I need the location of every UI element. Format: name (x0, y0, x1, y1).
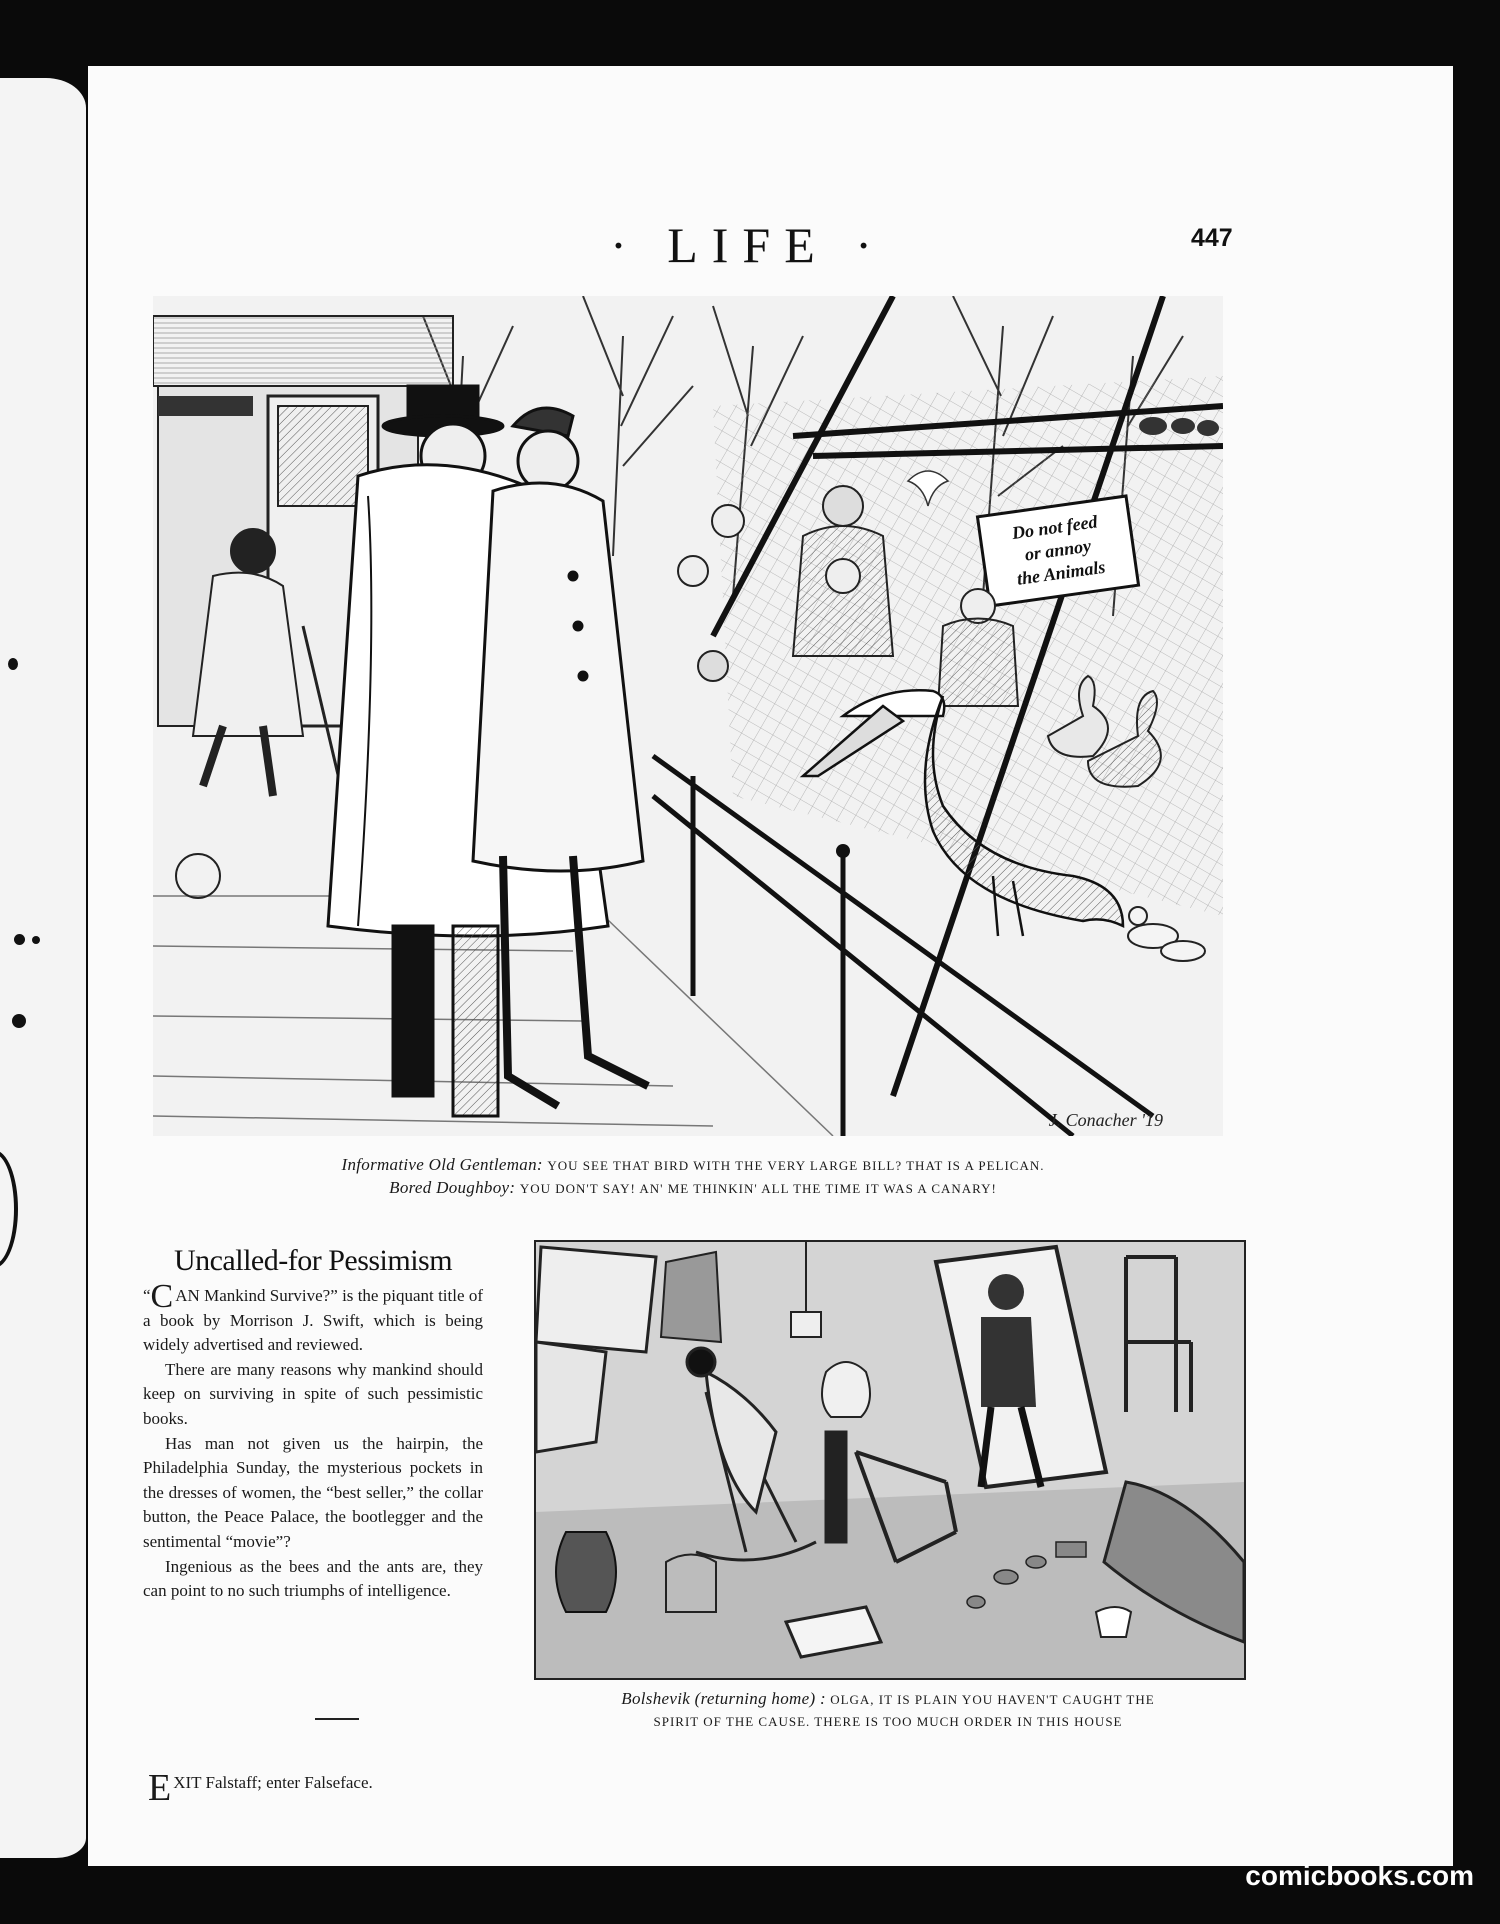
caption-speech-2: YOU DON'T SAY! AN' ME THINKIN' ALL THE TIME IT WAS A CANARY! (519, 1181, 997, 1196)
cage-sign-line-2: or annoy (1023, 535, 1093, 565)
ink-spot (8, 658, 18, 670)
magazine-page (88, 66, 1453, 1866)
magazine-title: · LIFE · (610, 217, 886, 273)
caption2-speech-2: SPIRIT OF THE CAUSE. THERE IS TOO MUCH ORDER IN THIS HOUSE (653, 1714, 1123, 1729)
caption-speaker-2: Bored Doughboy: (389, 1178, 516, 1197)
article-paragraph-3: Has man not given us the hairpin, the Philadelphia Sunday, the mysterious pockets in the dresses of women, the “best seller,” the collar button, the Peace Palace, the bootlegger and the sentimental “movie”? (143, 1433, 483, 1551)
bolshevik-cartoon (534, 1240, 1246, 1680)
caption-speech-1: YOU SEE THAT BIRD WITH THE VERY LARGE BILL? THAT IS A PELICAN. (547, 1158, 1045, 1173)
exit-drop-cap: E (148, 1767, 172, 1809)
exit-paragraph (148, 1766, 488, 1810)
article-paragraph-1 (143, 1278, 483, 1358)
caption2-speaker: Bolshevik (returning home) : (621, 1689, 826, 1708)
bolshevik-cartoon-caption (528, 1688, 1248, 1733)
bolshevik-cartoon-illustration (536, 1242, 1244, 1678)
caption2-line-1 (528, 1688, 1248, 1711)
opening-quote: “ (143, 1286, 151, 1305)
cage-sign-line-3: the Animals (1015, 556, 1107, 589)
caption2-speech-1: OLGA, IT IS PLAIN YOU HAVEN'T CAUGHT THE (830, 1692, 1155, 1707)
artist-signature: J. Conacher '19 (1048, 1110, 1163, 1130)
page-number: 447 (1191, 224, 1233, 252)
caption-speaker-1: Informative Old Gentleman: (341, 1155, 543, 1174)
article-body (143, 1278, 483, 1604)
pelican-cartoon-illustration (153, 296, 1223, 1136)
article-title: Uncalled-for Pessimism (173, 1244, 453, 1277)
ink-spot (12, 1014, 26, 1028)
cage-sign-line-1: Do not feed (1010, 511, 1099, 544)
section-divider (315, 1718, 359, 1720)
article-paragraph-2: There are many reasons why mankind should keep on surviving in spite of such pessimistic books. (143, 1359, 483, 1428)
pelican-cartoon (153, 296, 1223, 1136)
left-page-edge (0, 78, 86, 1858)
exit-text: XIT Falstaff; enter Falseface. (173, 1773, 373, 1792)
ink-spot (32, 936, 40, 944)
caption-line-2 (148, 1177, 1238, 1200)
caption-line-1 (148, 1154, 1238, 1177)
article-paragraph-4: Ingenious as the bees and the ants are, they can point to no such triumphs of intelligence. (143, 1556, 483, 1601)
drop-cap: C (150, 1278, 174, 1315)
ink-spot (14, 934, 25, 945)
pelican-cartoon-caption (148, 1154, 1238, 1200)
site-watermark: comicbooks.com (1245, 1860, 1474, 1891)
paragraph-1-text: AN Mankind Survive?” is the piquant title of a book by Morrison J. Swift, which is being widely advertised and reviewed. (143, 1286, 483, 1355)
